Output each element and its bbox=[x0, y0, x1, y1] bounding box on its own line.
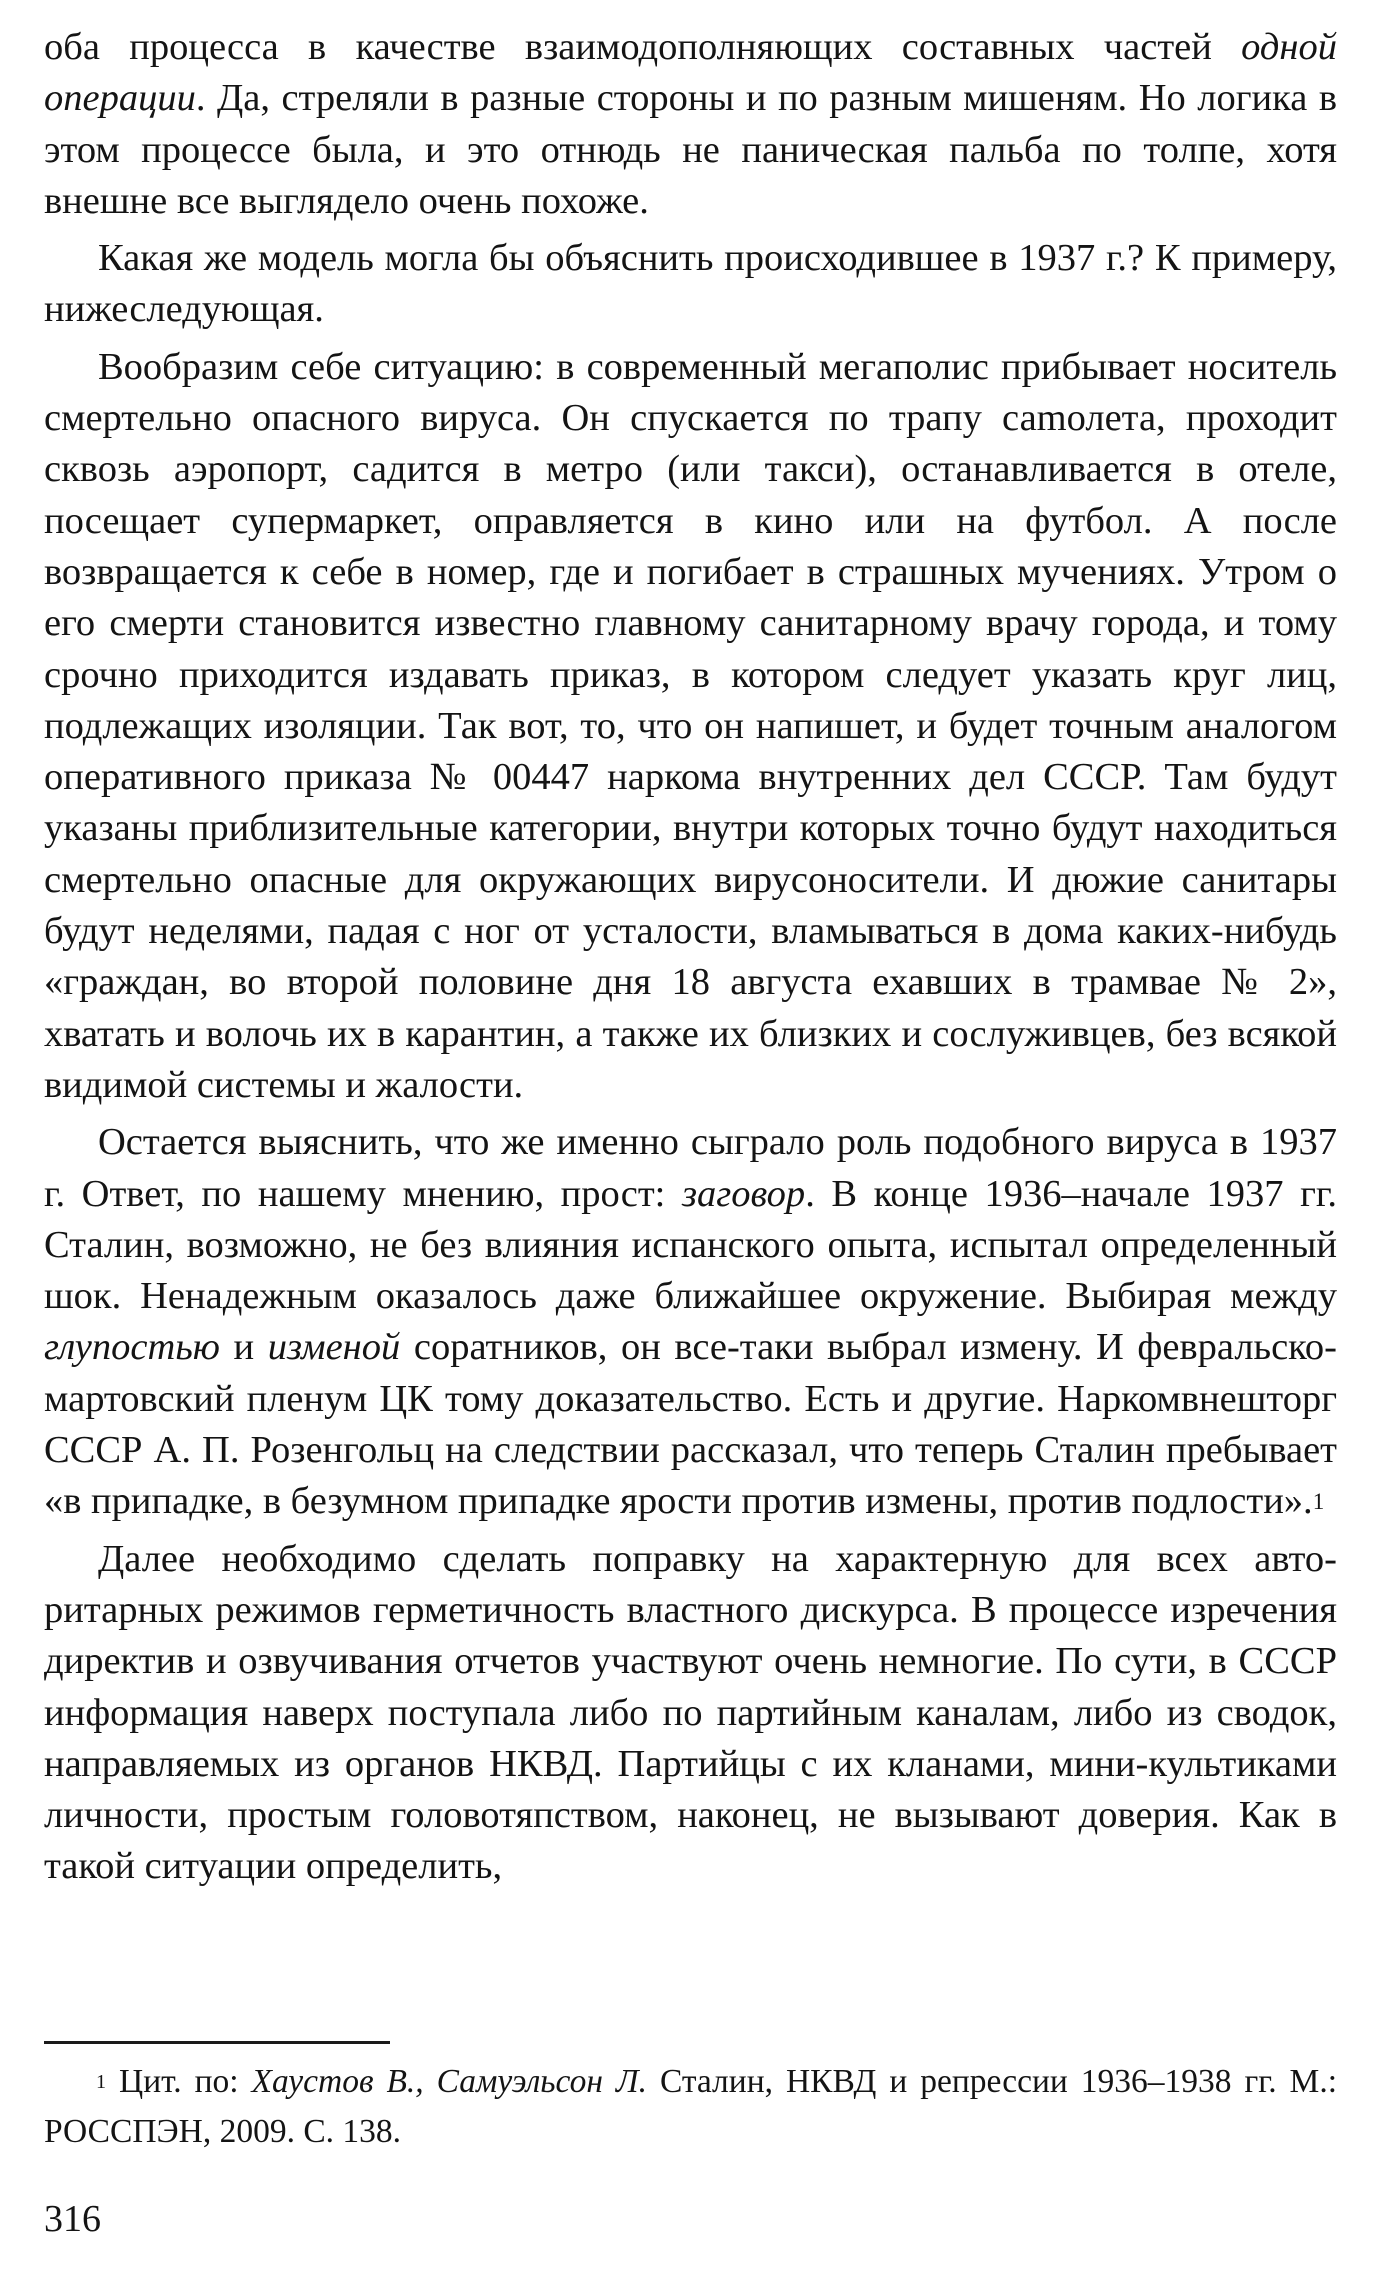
paragraph bbox=[44, 22, 1337, 227]
paragraph bbox=[44, 1117, 1337, 1527]
text-run: соратников, он все-таки выбрал измену. И февральско-мартовский пленум ЦК тому доказательство. Есть и другие. Наркомвнешторг СССР А. П. Розенгольц на следствии рассказал, что теперь Сталин пребывает «в припадке, в безумном припадке ярости против измены, против подлости». bbox=[44, 1326, 1337, 1523]
text-run: Цит. по: bbox=[106, 2063, 252, 2100]
text-run: Далее необходимо сделать поправку на характерную для всех авторитарных режимов герметичность властного дискурса. В процессе изречения директив и озвучивания отчетов участвуют очень немногие. По сути, в СССР информация наверх поступала либо по партийным каналам, либо из сводок, направляемых из органов НКВД. Партийцы с их кланами, мини-культиками личности, простым головотяпством, наконец, не вызывают доверия. Как в такой ситуации определить, bbox=[44, 1537, 1337, 1888]
paragraph bbox=[44, 342, 1337, 1111]
text-run: Какая же модель могла бы объяснить происходившее в 1937 г.? К примеру, нижеследующая. bbox=[44, 237, 1337, 331]
text-run: Сталин, НКВД и репрессии 1936–1938 гг. М.: РОССПЭН, 2009. С. 138. bbox=[44, 2063, 1338, 2150]
italic-text: изменой bbox=[267, 1326, 401, 1369]
italic-text: Хаустов В., Самуэльсон Л. bbox=[251, 2063, 647, 2100]
text-run: и bbox=[219, 1326, 268, 1369]
footnote bbox=[44, 2057, 1337, 2157]
text-run: оба процесса в качестве взаимодополняющих составных частей bbox=[44, 26, 1242, 68]
paragraph bbox=[44, 233, 1337, 336]
paragraph bbox=[44, 1534, 1337, 1893]
footnote-marker: 1 bbox=[1312, 1487, 1325, 1514]
footnote-marker: 1 bbox=[96, 2070, 107, 2093]
body-text bbox=[44, 22, 1337, 1893]
footnote-text bbox=[44, 2057, 1337, 2157]
text-run: . В конце 1936–начале 1937 гг. Сталин, возможно, не без влияния испанского опыта, испытал определенный шок. Ненадежным оказалось даже ближайшее окружение. Выбирая между bbox=[44, 1172, 1337, 1318]
text-run: Остается выяснить, что же именно сыграло роль подобного вируса в 1937 г. Ответ, по нашему мнению, прост: bbox=[44, 1121, 1337, 1215]
italic-text: заговор bbox=[681, 1172, 806, 1215]
text-run: . Да, стреляли в разные стороны и по разным мишеням. Но логика в этом процессе была, и это отнюдь не паническая пальба по толпе, хотя внешне все выглядело очень похоже. bbox=[44, 77, 1337, 222]
footnote-separator bbox=[44, 2041, 390, 2044]
italic-text: глупостью bbox=[44, 1326, 220, 1369]
italic-text: одной операции bbox=[44, 26, 1337, 120]
text-run: Вообразим себе ситуацию: в современный мегаполис прибывает носитель смертельно опасного вируса. Он спускается по трапу саmолета, проходит сквозь аэропорт, садится в метро (или такси), останавливается в отеле, посещает супермаркет, оправляется в кино или на футбол. А после возвращается к себе в номер, где и погибает в страшных мучениях. Утром о его смерти становится известно главному санитарному врачу города, и тому срочно приходится издавать приказ, в котором следует указать круг лиц, подлежащих изоляции. Так вот, то, что он напишет, и будет точным аналогом оперативного приказа № 00447 наркома внутренних дел СССР. Там будут указаны приблизительные категории, внутри которых точно будут находиться смертельно опасные для окружающих вирусоносители. И дюжие санитары будут неделями, падая с ног от усталости, вламываться в дома каких-нибудь «граждан, во второй половине дня 18 августа ехавших в трамвае № 2», хватать и волочь их в карантин, а также их близких и сослуживцев, без всякой видимой системы и жалости. bbox=[44, 345, 1337, 1106]
page-number: 316 bbox=[44, 2198, 101, 2240]
